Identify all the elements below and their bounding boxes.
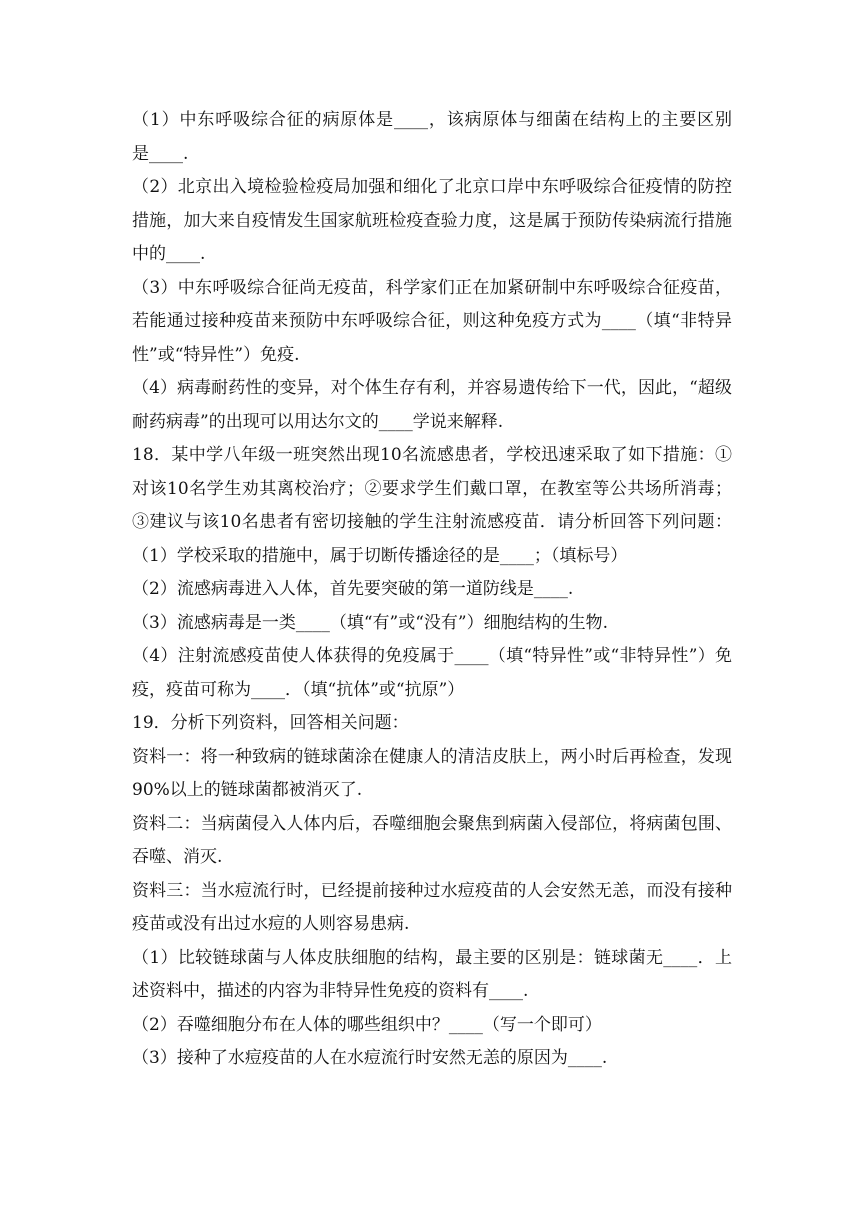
text-line: （3）接种了水痘疫苗的人在水痘流行时安然无恙的原因为____. — [132, 1048, 608, 1068]
text-line: 性”或“特异性”）免疫. — [132, 344, 300, 365]
text-line: （1）学校采取的措施中，属于切断传播途径的是____；（填标号） — [132, 545, 628, 566]
text-line: 疫，疫苗可称为____．（填“抗体”或“抗原”） — [132, 679, 465, 700]
text-line: 资料一：将一种致病的链球菌涂在健康人的清洁皮肤上，两小时后再检查，发现 — [132, 746, 732, 767]
text-line: 吞噬、消灭. — [132, 847, 223, 867]
text-line: 资料二：当病菌侵入人体内后，吞噬细胞会聚焦到病菌入侵部位，将病菌包围、 — [132, 813, 732, 834]
text-line: （4）病毒耐药性的变异，对个体生存有利，并容易遗传给下一代，因此，“超级 — [132, 378, 732, 398]
text-line: （2）流感病毒进入人体，首先要突破的第一道防线是____. — [132, 579, 574, 599]
text-line: 耐药病毒”的出现可以用达尔文的____学说来解释. — [132, 411, 504, 432]
text-line: （4）注射流感疫苗使人体获得的免疫属于____（填“特异性”或“非特异性”）免 — [132, 646, 732, 666]
document-body — [132, 104, 732, 1076]
text-line: 措施，加大来自疫情发生国家航班检疫查验力度，这是属于预防传染病流行措施 — [132, 210, 732, 231]
text-line: 疫苗或没有出过水痘的人则容易患病. — [132, 914, 410, 934]
text-line: （3）流感病毒是一类____（填“有”或“没有”）细胞结构的生物. — [132, 612, 608, 633]
question-19-line: 19．分析下列资料，回答相关问题： — [132, 713, 409, 733]
text-line: 资料三：当水痘流行时，已经提前接种过水痘疫苗的人会安然无恙，而没有接种 — [132, 880, 732, 901]
text-line: （1）比较链球菌与人体皮肤细胞的结构，最主要的区别是：链球菌无____．上 — [132, 947, 732, 968]
text-line: 若能通过接种疫苗来预防中东呼吸综合征，则这种免疫方式为____（填“非特异 — [132, 311, 732, 331]
text-line: ③建议与该10名患者有密切接触的学生注射流感疫苗．请分析回答下列问题： — [132, 512, 732, 532]
text-line: （3）中东呼吸综合征尚无疫苗，科学家们正在加紧研制中东呼吸综合征疫苗， — [132, 277, 732, 298]
question-18-line: 18．某中学八年级一班突然出现10名流感患者，学校迅速采取了如下措施：① — [132, 445, 732, 465]
text-line: （2）吞噬细胞分布在人体的哪些组织中？____（写一个即可） — [132, 1014, 602, 1035]
text-line: 对该10名学生劝其离校治疗；②要求学生们戴口罩，在教室等公共场所消毒； — [132, 478, 732, 499]
text-line: （2）北京出入境检验检疫局加强和细化了北京口岸中东呼吸综合征疫情的防控 — [132, 177, 732, 197]
text-line: 是____. — [132, 143, 189, 164]
text-line: 90%以上的链球菌都被消灭了. — [132, 780, 363, 800]
text-line: 中的____. — [132, 244, 206, 264]
text-line: 述资料中，描述的内容为非特异性免疫的资料有____. — [132, 981, 529, 1001]
text-line: （1）中东呼吸综合征的病原体是____，该病原体与细菌在结构上的主要区别 — [132, 110, 732, 130]
